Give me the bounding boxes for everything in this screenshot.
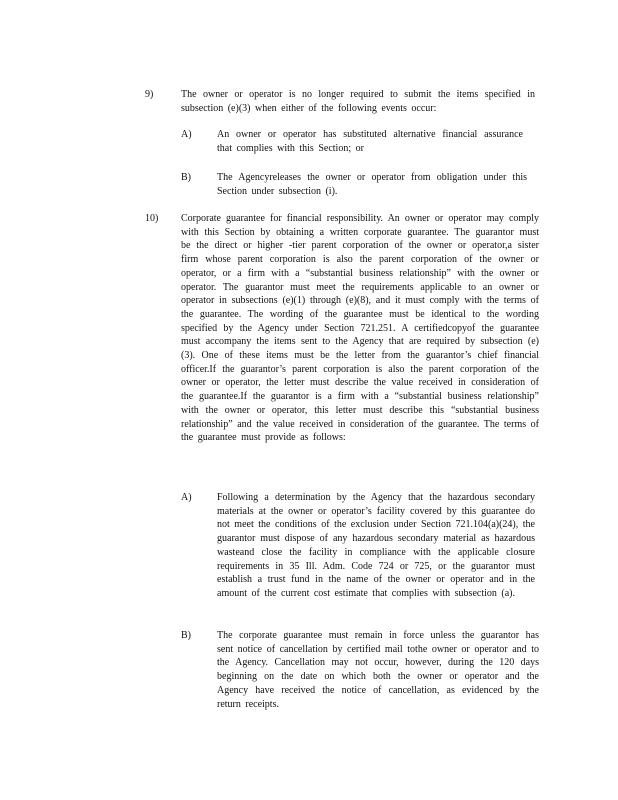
subparagraph-text: An owner or operator has substituted alternative financial assurance that complies with this Section; or xyxy=(217,129,523,154)
paragraph-number: 10) xyxy=(145,213,159,224)
subparagraph-letter: B) xyxy=(181,630,191,641)
paragraph-text: Corporate guarantee for financial responsibility. An owner or operator may comply with this Section by obtaining a written corporate guarantee. The guarantor must be the direct or higher -tier parent corporation of the owner or operator,a sister firm whose parent corporation is also the parent corporation of the owner or operator, or a firm with a “substantial business relationship” with the owner or operator. The guarantor must meet the requirements applicable to an owner or operator in subsections (e)(1) through (e)(8), and it must comply with the terms of the guarantee. The wording of the guarantee must be identical to the wording specified by the Agency under Section 721.251. A certifiedcopyof the guarantee must accompany the items sent to the Agency that are required by subsection (e)(3). One of these items must be the letter from the guarantor’s chief financial officer.If the guarantor’s parent corporation is also the parent corporation of the owner or operator, the letter must describe the value received in consideration of the guarantee.If the guarantor is a firm with a “substantial business relationship” with the owner or operator, this letter must describe this “substantial business relationship” and the value received in consideration of the guarantee. The terms of the guarantee must provide as follows: xyxy=(181,213,539,444)
paragraph-text: The owner or operator is no longer required to submit the items specified in subsection (e)(3) when either of the following events occur: xyxy=(181,89,535,114)
subparagraph-text: The corporate guarantee must remain in force unless the guarantor has sent notice of cancellation by certified mail tothe owner or operator and to the Agency. Cancellation may not occur, however, during the 120 days beginning on the date on which both the owner or operator and the Agency have received the notice of cancellation, as evidenced by the return receipts. xyxy=(217,630,539,710)
paragraph-number: 9) xyxy=(145,89,154,100)
subparagraph-text: Following a determination by the Agency that the hazardous secondary materials at the owner or operator’s facility covered by this guarantee do not meet the conditions of the exclusion under Section 721.104(a)(24), the guarantor must dispose of any hazardous secondary material as hazardous wasteand close the facility in compliance with the applicable closure requirements in 35 Ill. Adm. Code 724 or 725, or the guarantor must establish a trust fund in the name of the owner or operator and in the amount of the current cost estimate that complies with subsection (a). xyxy=(217,492,535,599)
subparagraph-text: The Agencyreleases the owner or operator from obligation under this Section under subsection (i). xyxy=(217,172,527,197)
subparagraph-letter: A) xyxy=(181,492,192,503)
subparagraph-letter: A) xyxy=(181,129,192,140)
subparagraph-letter: B) xyxy=(181,172,191,183)
